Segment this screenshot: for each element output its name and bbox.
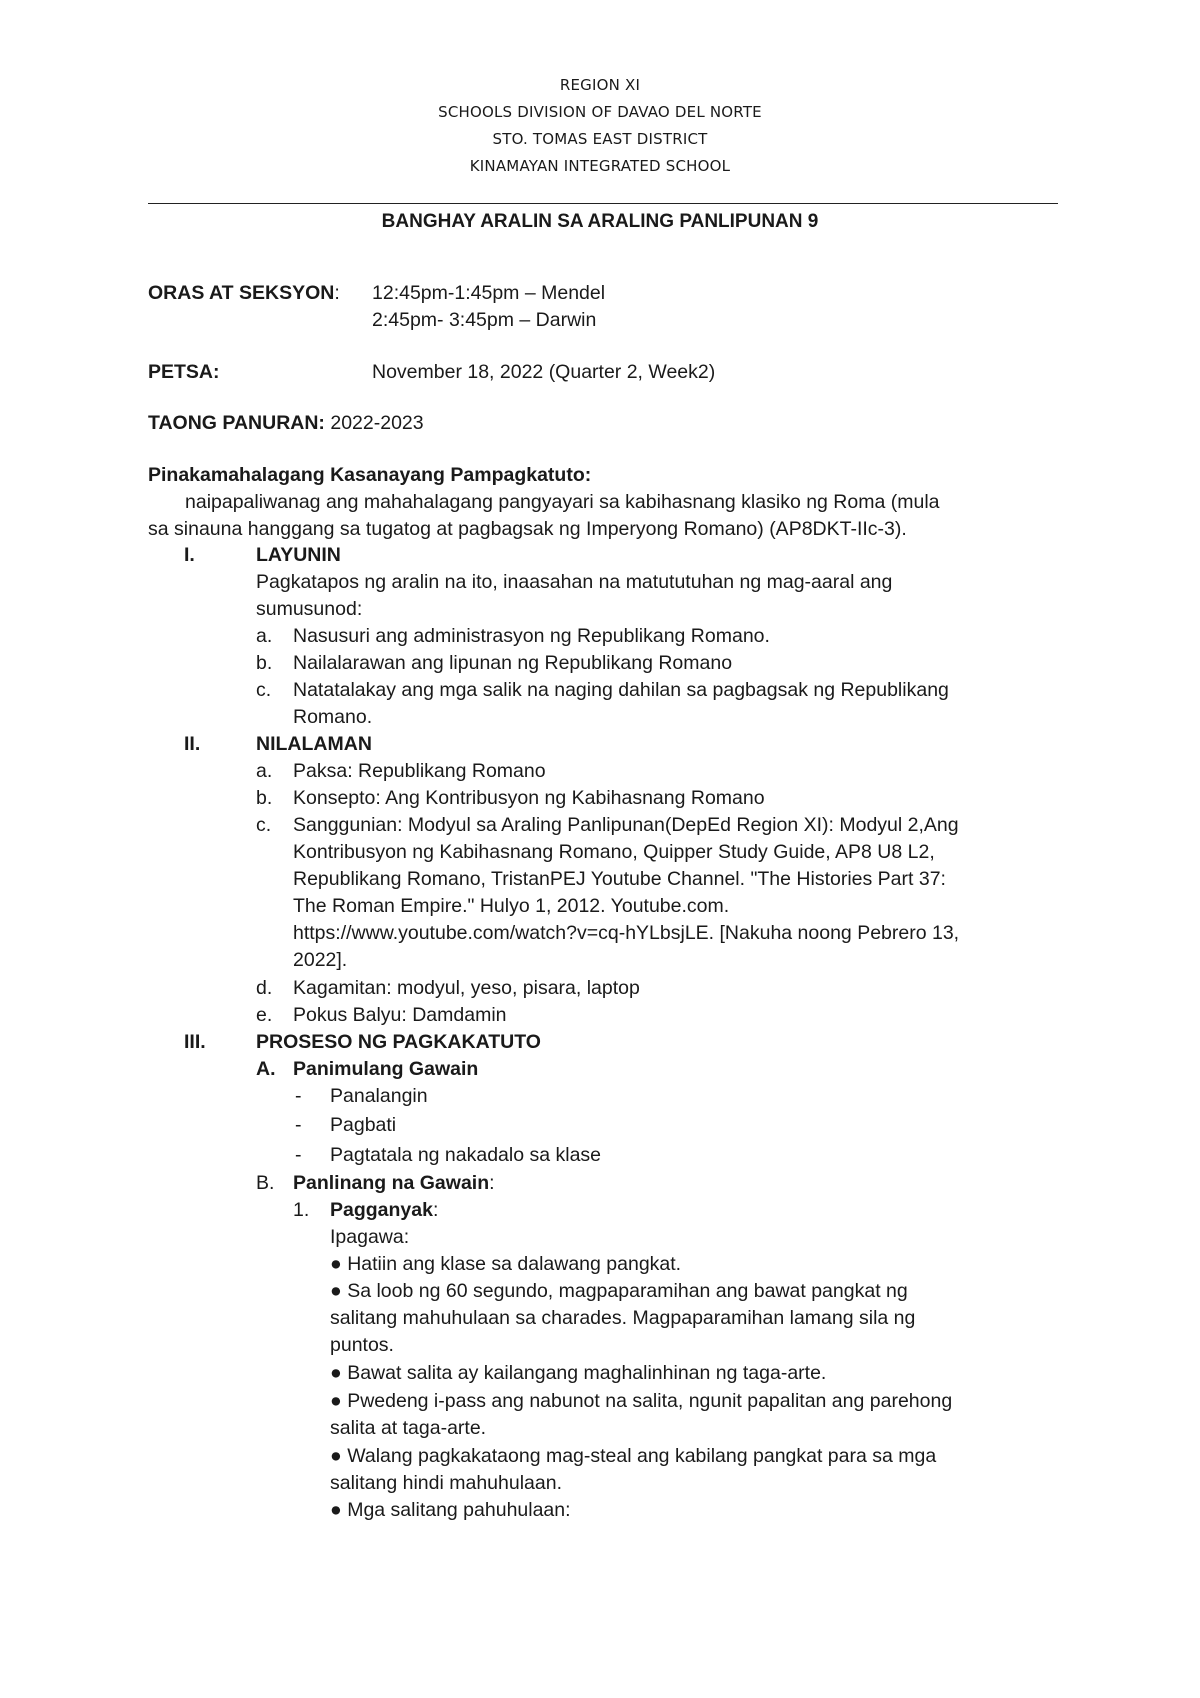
section1-item-c-line-1: Natatalakay ang mga salik na naging dahilan sa pagbagsak ng Republikang [293, 679, 949, 701]
header-division: SCHOOLS DIVISION OF DAVAO DEL NORTE [438, 103, 762, 121]
section2-item-a: Paksa: Republikang Romano [293, 760, 546, 782]
taong-value: 2022-2023 [330, 412, 424, 434]
bullet-icon: ● [330, 1390, 342, 1412]
section3a-item-3: Pagtatala ng nakadalo sa klase [330, 1144, 602, 1166]
section1-intro-1: Pagkatapos ng aralin na ito, inaasahan na matututuhan ng mag-aaral ang [256, 571, 893, 593]
section2-marker-a: a. [256, 760, 273, 782]
oras-value-2: 2:45pm- 3:45pm – Darwin [372, 309, 597, 331]
section1-number: I. [184, 544, 195, 566]
oras-colon: : [334, 282, 340, 304]
section2-item-c-line-6: 2022]. [293, 949, 348, 971]
section2-marker-e: e. [256, 1004, 273, 1026]
section2-marker-d: d. [256, 977, 273, 999]
oras-label: ORAS AT SEKSYON [148, 282, 335, 304]
header-region: REGION XI [559, 76, 641, 94]
bullet-text-6: Mga salitang pahuhulaan: [347, 1499, 571, 1521]
bullet-row-2 [330, 1278, 908, 1305]
bullet-icon: ● [330, 1445, 342, 1467]
section3b-row [293, 1170, 495, 1197]
section2-item-c-line-3: Republikang Romano, TristanPEJ Youtube Channel. "The Histories Part 37: [293, 868, 946, 890]
oras-row [148, 280, 340, 307]
section3a-item-2: Pagbati [330, 1114, 397, 1136]
bullet-icon: ● [330, 1280, 342, 1302]
section3a-item-1: Panalangin [330, 1085, 428, 1107]
bullet-icon: ● [330, 1499, 342, 1521]
bullet-text-5-line-1: Walang pagkakataong mag-steal ang kabilang pangkat para sa mga [347, 1445, 937, 1467]
section3b-marker: B. [256, 1172, 275, 1194]
section1-heading: LAYUNIN [256, 544, 341, 566]
bullet-text-4-line-2: salita at taga-arte. [330, 1417, 487, 1439]
step1-colon: : [432, 1199, 439, 1221]
bullet-row-4 [330, 1388, 952, 1415]
bullet-text-2-line-1: Sa loob ng 60 segundo, magpaparamihan ang bawat pangkat ng [347, 1280, 908, 1302]
section2-heading: NILALAMAN [256, 733, 372, 755]
section2-item-d: Kagamitan: modyul, yeso, pisara, laptop [293, 977, 640, 999]
competency-line-1: naipapaliwanag ang mahahalagang pangyayari sa kabihasnang klasiko ng Roma (mula [185, 491, 940, 513]
competency-line-2: sa sinauna hanggang sa tugatog at pagbagsak ng Imperyong Romano) (AP8DKT-IIc-3). [148, 518, 907, 540]
petsa-value: November 18, 2022 (Quarter 2, Week2) [372, 361, 716, 383]
bullet-text-5-line-2: salitang hindi mahuhulaan. [330, 1472, 563, 1494]
step1-marker: 1. [293, 1199, 310, 1221]
section3a-heading: Panimulang Gawain [293, 1058, 479, 1080]
bullet-row-1 [330, 1251, 681, 1278]
section1-marker-a: a. [256, 625, 273, 647]
section3-heading: PROSESO NG PAGKAKATUTO [256, 1031, 541, 1053]
section3b-colon: : [489, 1172, 495, 1194]
section2-item-c-line-2: Kontribusyon ng Kabihasnang Romano, Quipper Study Guide, AP8 U8 L2, [293, 841, 935, 863]
section2-item-b: Konsepto: Ang Kontribusyon ng Kabihasnang Romano [293, 787, 765, 809]
bullet-text-1: Hatiin ang klase sa dalawang pangkat. [347, 1253, 682, 1275]
section3-number: III. [184, 1031, 206, 1053]
oras-value-1: 12:45pm-1:45pm – Mendel [372, 282, 606, 304]
section1-item-b: Nailalarawan ang lipunan ng Republikang Romano [293, 652, 733, 674]
step1-heading: Pagganyak [330, 1199, 433, 1221]
petsa-label: PETSA: [148, 361, 220, 383]
bullet-row-6 [330, 1497, 571, 1524]
section2-item-c-line-5: https://www.youtube.com/watch?v=cq-hYLbsjLE. [Nakuha noong Pebrero 13, [293, 922, 960, 944]
section2-number: II. [184, 733, 201, 755]
bullet-text-2-line-3: puntos. [330, 1334, 394, 1356]
section3a-marker: A. [256, 1058, 276, 1080]
header-school: KINAMAYAN INTEGRATED SCHOOL [469, 157, 731, 175]
competency-label: Pinakamahalagang Kasanayang Pampagkatuto: [148, 464, 592, 486]
section3b-heading: Panlinang na Gawain [293, 1172, 490, 1194]
section1-item-c-line-2: Romano. [293, 706, 373, 728]
bullet-text-4-line-1: Pwedeng i-pass ang nabunot na salita, ngunit papalitan ang parehong [347, 1390, 953, 1412]
bullet-icon: ● [330, 1362, 342, 1384]
section3a-dash-2: - [295, 1114, 302, 1136]
section3a-dash-3: - [295, 1144, 302, 1166]
bullet-row-5 [330, 1443, 936, 1470]
section2-marker-b: b. [256, 787, 273, 809]
bullet-text-3: Bawat salita ay kailangang maghalinhinan ng taga-arte. [347, 1362, 827, 1384]
section1-intro-2: sumusunod: [256, 598, 363, 620]
bullet-icon: ● [330, 1253, 342, 1275]
step1-row [330, 1197, 438, 1224]
section2-item-c-line-4: The Roman Empire." Hulyo 1, 2012. Youtube.com. [293, 895, 730, 917]
section2-item-c-line-1: Sanggunian: Modyul sa Araling Panlipunan(DepEd Region XI): Modyul 2,Ang [293, 814, 959, 836]
bullet-text-2-line-2: salitang mahuhulaan sa charades. Magpaparamihan lamang sila ng [330, 1307, 916, 1329]
section2-marker-c: c. [256, 814, 272, 836]
header-district: STO. TOMAS EAST DISTRICT [492, 130, 708, 148]
lesson-plan-title: BANGHAY ARALIN SA ARALING PANLIPUNAN 9 [381, 211, 819, 232]
taong-label: TAONG PANURAN: [148, 412, 325, 434]
ipagawa-label: Ipagawa: [330, 1226, 410, 1248]
section1-marker-c: c. [256, 679, 272, 701]
section3a-dash-1: - [295, 1085, 302, 1107]
section2-item-e: Pokus Balyu: Damdamin [293, 1004, 507, 1026]
bullet-row-3 [330, 1360, 826, 1387]
header-divider [148, 203, 1058, 204]
section1-marker-b: b. [256, 652, 273, 674]
taong-row [148, 410, 424, 437]
section1-item-a: Nasusuri ang administrasyon ng Republikang Romano. [293, 625, 770, 647]
